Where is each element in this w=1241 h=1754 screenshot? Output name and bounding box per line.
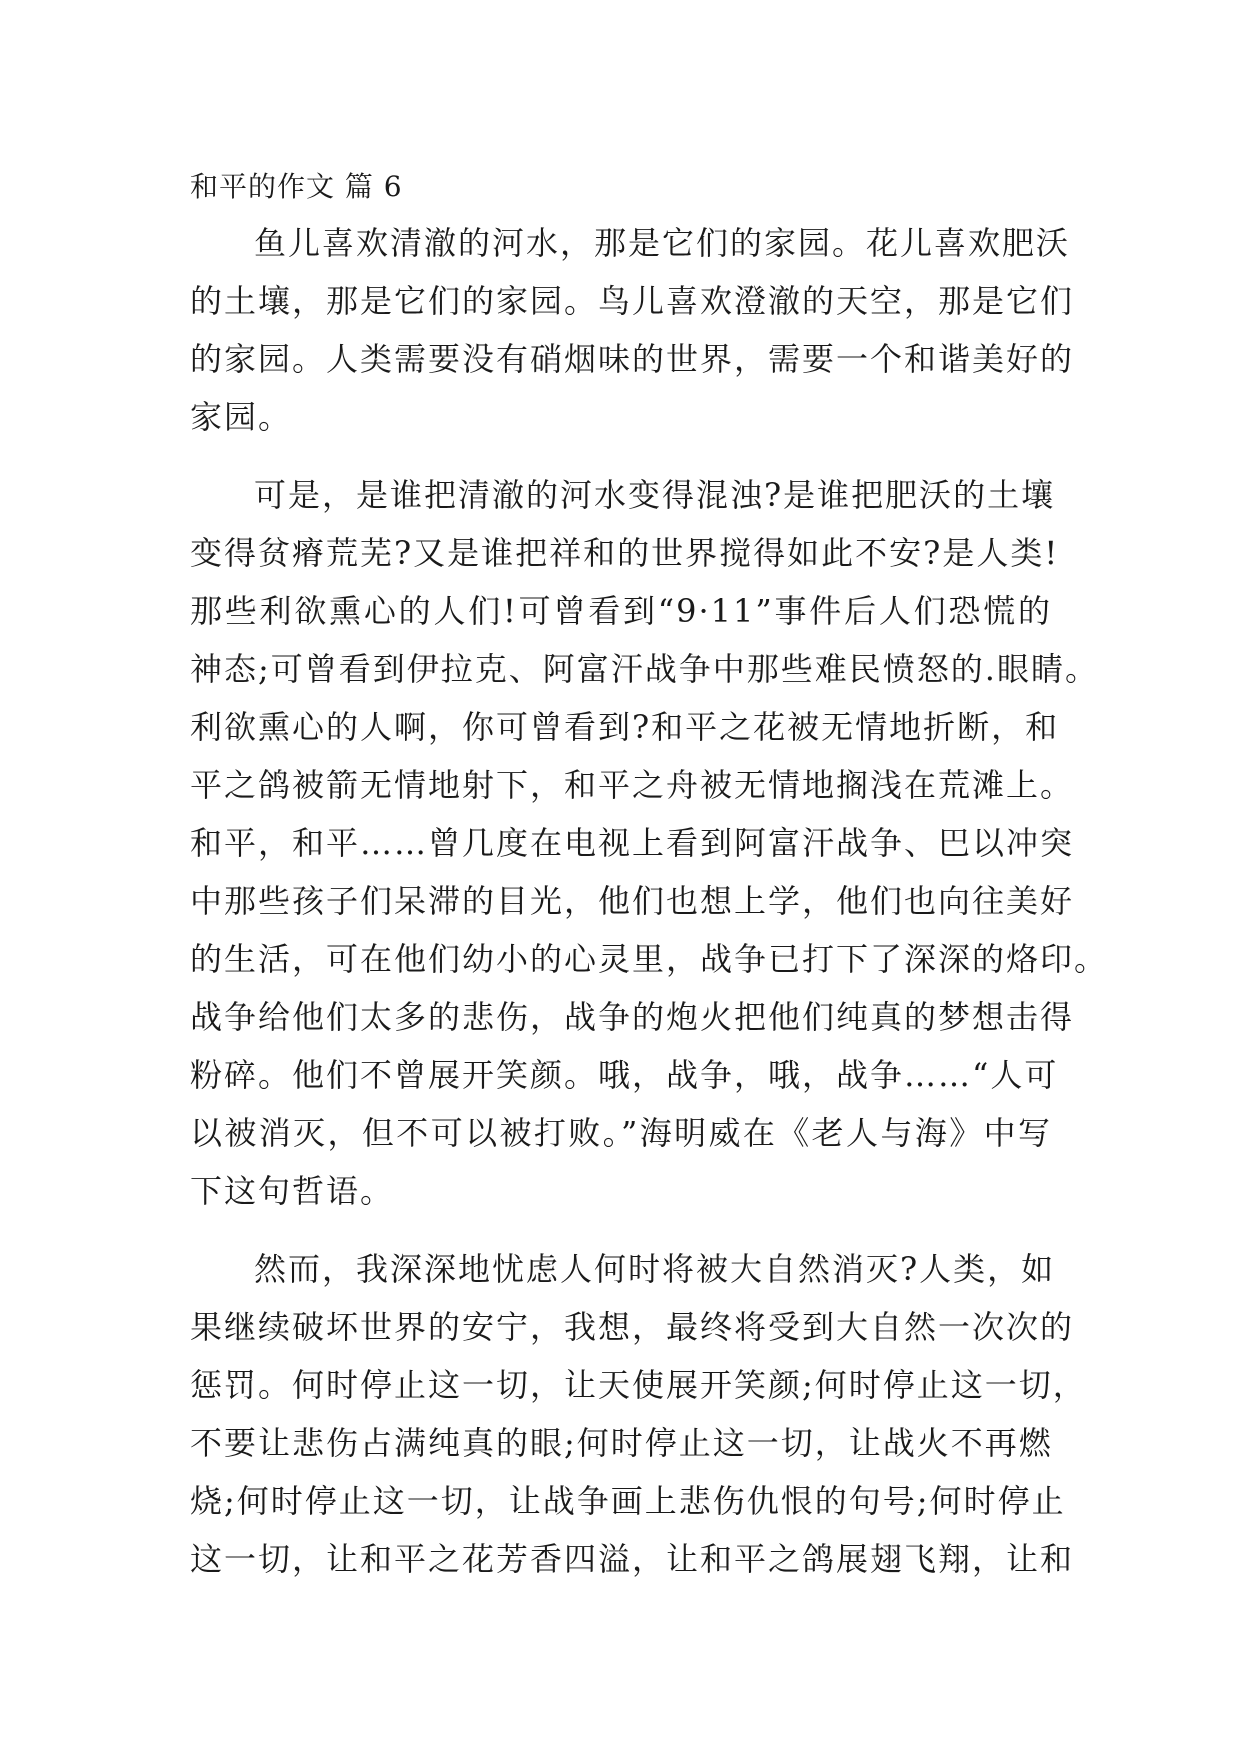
text-line: 然而，我深深地忧虑人何时将被大自然消灭?人类，如: [254, 1250, 1056, 1288]
text-line: 果继续破坏世界的安宁，我想，最终将受到大自然一次次的: [190, 1308, 1075, 1346]
text-line: 不要让悲伤占满纯真的眼;何时停止这一切，让战火不再燃: [190, 1424, 1053, 1462]
text-line: 的生活，可在他们幼小的心灵里，战争已打下了深深的烙印。: [190, 940, 1109, 978]
text-line: 烧;何时停止这一切，让战争画上悲伤仇恨的句号;何时停止: [190, 1482, 1066, 1520]
text-line: 的土壤，那是它们的家园。鸟儿喜欢澄澈的天空，那是它们: [190, 282, 1075, 320]
text-line: 以被消灭，但不可以被打败。”海明威在《老人与海》中写: [190, 1114, 1052, 1152]
paragraph-1: [190, 214, 1075, 446]
text-line: 鱼儿喜欢清澈的河水，那是它们的家园。花儿喜欢肥沃: [254, 224, 1071, 262]
paragraph-spacer: [190, 1220, 1052, 1240]
text-line: 战争给他们太多的悲伤，战争的炮火把他们纯真的梦想击得: [190, 998, 1075, 1036]
paragraph-spacer: [190, 446, 1052, 466]
text-line: 那些利欲熏心的人们!可曾看到“9·11”事件后人们恐慌的: [190, 592, 1052, 630]
document-content: [190, 160, 1109, 1588]
text-line: 这一切，让和平之花芳香四溢，让和平之鸽展翅飞翔，让和: [190, 1540, 1075, 1578]
text-line: 平之鸽被箭无情地射下，和平之舟被无情地搁浅在荒滩上。: [190, 766, 1075, 804]
text-line: 中那些孩子们呆滞的目光，他们也想上学，他们也向往美好: [190, 882, 1075, 920]
paragraph-3: [190, 1240, 1087, 1588]
text-line: 粉碎。他们不曾展开笑颜。哦，战争，哦，战争……“人可: [190, 1056, 1059, 1094]
text-line: 神态;可曾看到伊拉克、阿富汗战争中那些难民愤怒的.眼睛。: [190, 650, 1099, 688]
paragraph-2: [190, 466, 1109, 1220]
document-title: 和平的作文 篇 6: [190, 170, 403, 203]
text-line: 和平，和平……曾几度在电视上看到阿富汗战争、巴以冲突: [190, 824, 1075, 862]
text-line: 利欲熏心的人啊，你可曾看到?和平之花被无情地折断，和: [190, 708, 1060, 746]
text-line: 下这句哲语。: [190, 1172, 395, 1210]
text-line: 的家园。人类需要没有硝烟味的世界，需要一个和谐美好的: [190, 340, 1075, 378]
text-line: 变得贫瘠荒芜?又是谁把祥和的世界搅得如此不安?是人类!: [190, 534, 1060, 572]
text-line: 惩罚。何时停止这一切，让天使展开笑颜;何时停止这一切，: [190, 1366, 1087, 1404]
text-line: 可是，是谁把清澈的河水变得混浊?是谁把肥沃的土壤: [254, 476, 1056, 514]
text-line: 家园。: [190, 398, 293, 436]
